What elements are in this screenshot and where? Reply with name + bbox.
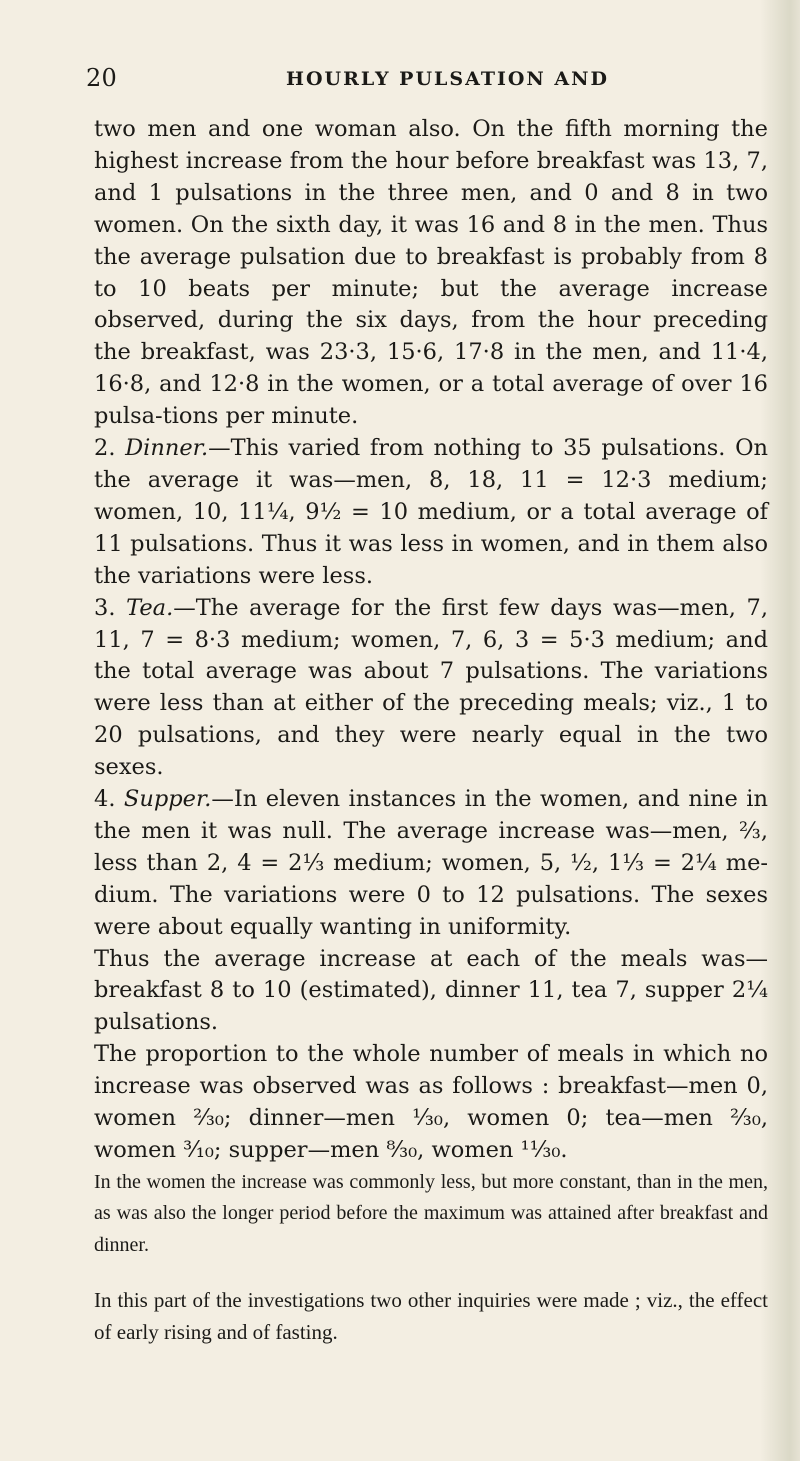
paragraph-text: In the women the increase was commonly less, but more constant, than in the men, as was also the longer period before the maximum was attained after breakfast and dinner. [94,1170,768,1256]
section-number: 4. [94,786,116,813]
paragraph-supper [94,784,768,944]
paragraph-tea [94,593,768,784]
page-header [86,64,776,100]
paragraph-summary [94,944,768,1040]
paragraph-further-inquiries [94,1285,768,1348]
paragraph-text: —In eleven instances in the women, and nine in the men it was null. The average increase was—men, ⅔, less than 2, 4 = 2⅓ medium; women, 5, ½, 1⅓ = 2¼ me-dium. The variations were 0 to 12 pulsations. The sexes were about equally wanting in uniformity. [94,786,768,940]
section-number: 3. [94,594,116,621]
page-number: 20 [86,64,117,92]
paragraph-text: —The average for the first few days was—men, 7, 11, 7 = 8·3 medium; women, 7, 6, 3 = 5·3 medium; and the total average was about 7 pulsations. The variations were less than at either of the preceding meals; viz., 1 to 20 pulsations, and they were nearly equal in the two sexes. [94,594,768,781]
page-body [94,114,768,1348]
section-title: Tea. [126,594,174,621]
paragraph-text: Thus the average increase at each of the meals was—breakfast 8 to 10 (estimated), dinner 11, tea 7, supper 2¼ pulsations. [94,945,768,1036]
paragraph-spacer [94,1261,768,1285]
running-title: HOURLY PULSATION AND [286,68,609,90]
paragraph-dinner [94,433,768,593]
paragraph-women-comparison [94,1167,768,1262]
paragraph-text: The proportion to the whole number of meals in which no increase was observed was as follows : breakfast—men 0, women ²⁄₃₀; dinner—men ¹⁄₃₀, women 0; tea—men ²⁄₃₀, women ³⁄₁₀; supper—men ⁸⁄₃₀, women ¹¹⁄₃₀. [94,1041,768,1163]
section-number: 2. [94,435,116,462]
section-title: Dinner. [125,435,209,462]
paragraph-text: two men and one woman also. On the fifth morning the highest increase from the hour before breakfast was 13, 7, and 1 pulsations in the three men, and 0 and 8 in two women. On the sixth day, it was 16 and 8 in the men. Thus the average pulsation due to breakfast is probably from 8 to 10 beats per minute; but the average increase observed, during the six days, from the hour preceding the breakfast, was 23·3, 15·6, 17·8 in the men, and 11·4, 16·8, and 12·8 in the women, or a total average of over 16 pulsa-tions per minute. [94,116,768,430]
paragraph-text: —This varied from nothing to 35 pulsations. On the average it was—men, 8, 18, 11 = 12·3 medium; women, 10, 11¼, 9½ = 10 medium, or a total average of 11 pulsations. Thus it was less in women, and in them also the variations were less. [94,435,768,589]
paragraph-breakfast-continuation [94,114,768,433]
section-title: Supper. [123,786,212,813]
paragraph-proportion [94,1039,768,1167]
paragraph-text: In this part of the investigations two other inquiries were made ; viz., the effect of early rising and of fasting. [94,1288,768,1344]
